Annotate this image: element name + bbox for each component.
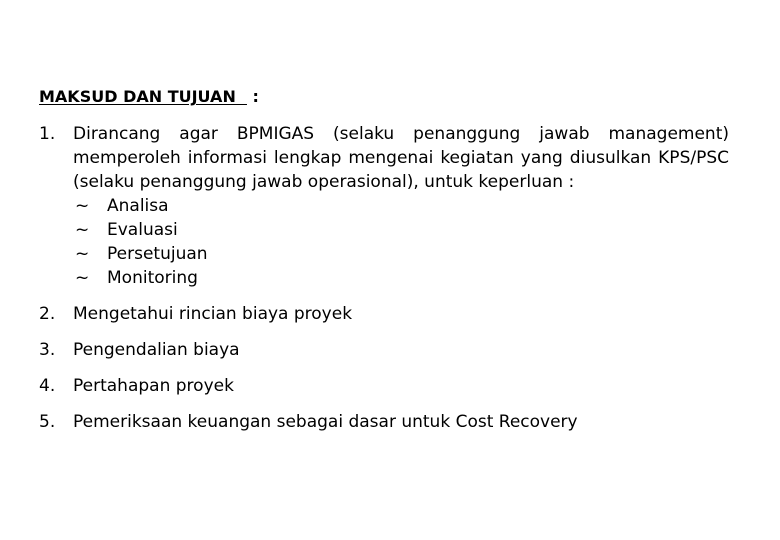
list-item-text: Pemeriksaan keuangan sebagai dasar untuk Cost Recovery — [73, 412, 578, 432]
list-item-number: 1. — [39, 124, 56, 144]
section-heading — [39, 87, 259, 107]
list-item-text: Mengetahui rincian biaya proyek — [73, 304, 353, 324]
heading-title: MAKSUD DAN TUJUAN — [39, 87, 247, 106]
tilde-marker: ~ — [75, 268, 90, 288]
list-item-text: Dirancang agar BPMIGAS (selaku penanggung jawab management) memperoleh informasi lengkap mengenai kegiatan yang diusulkan KPS/PSC (selaku penanggung jawab operasional), untuk keperluan : — [73, 124, 729, 192]
sub-list-item-text: Monitoring — [107, 268, 198, 288]
list-item — [39, 302, 729, 326]
sub-list-item — [73, 242, 729, 266]
list-item — [39, 338, 729, 362]
tilde-marker: ~ — [75, 220, 90, 240]
list-item-number: 2. — [39, 304, 56, 324]
list-item-number: 4. — [39, 376, 56, 396]
list-item-number: 5. — [39, 412, 56, 432]
sub-list-item-text: Evaluasi — [107, 220, 178, 240]
list-item — [39, 122, 729, 290]
list-item-text: Pertahapan proyek — [73, 376, 234, 396]
list-item — [39, 410, 729, 434]
sub-list-item-text: Persetujuan — [107, 244, 208, 264]
sub-list — [73, 194, 729, 290]
numbered-list — [39, 122, 729, 434]
tilde-marker: ~ — [75, 196, 90, 216]
tilde-marker: ~ — [75, 244, 90, 264]
sub-list-item — [73, 194, 729, 218]
list-item-number: 3. — [39, 340, 56, 360]
list-item-text: Pengendalian biaya — [73, 340, 240, 360]
sub-list-item — [73, 266, 729, 290]
sub-list-item — [73, 218, 729, 242]
sub-list-item-text: Analisa — [107, 196, 169, 216]
list-item — [39, 374, 729, 398]
heading-colon: : — [246, 87, 259, 106]
